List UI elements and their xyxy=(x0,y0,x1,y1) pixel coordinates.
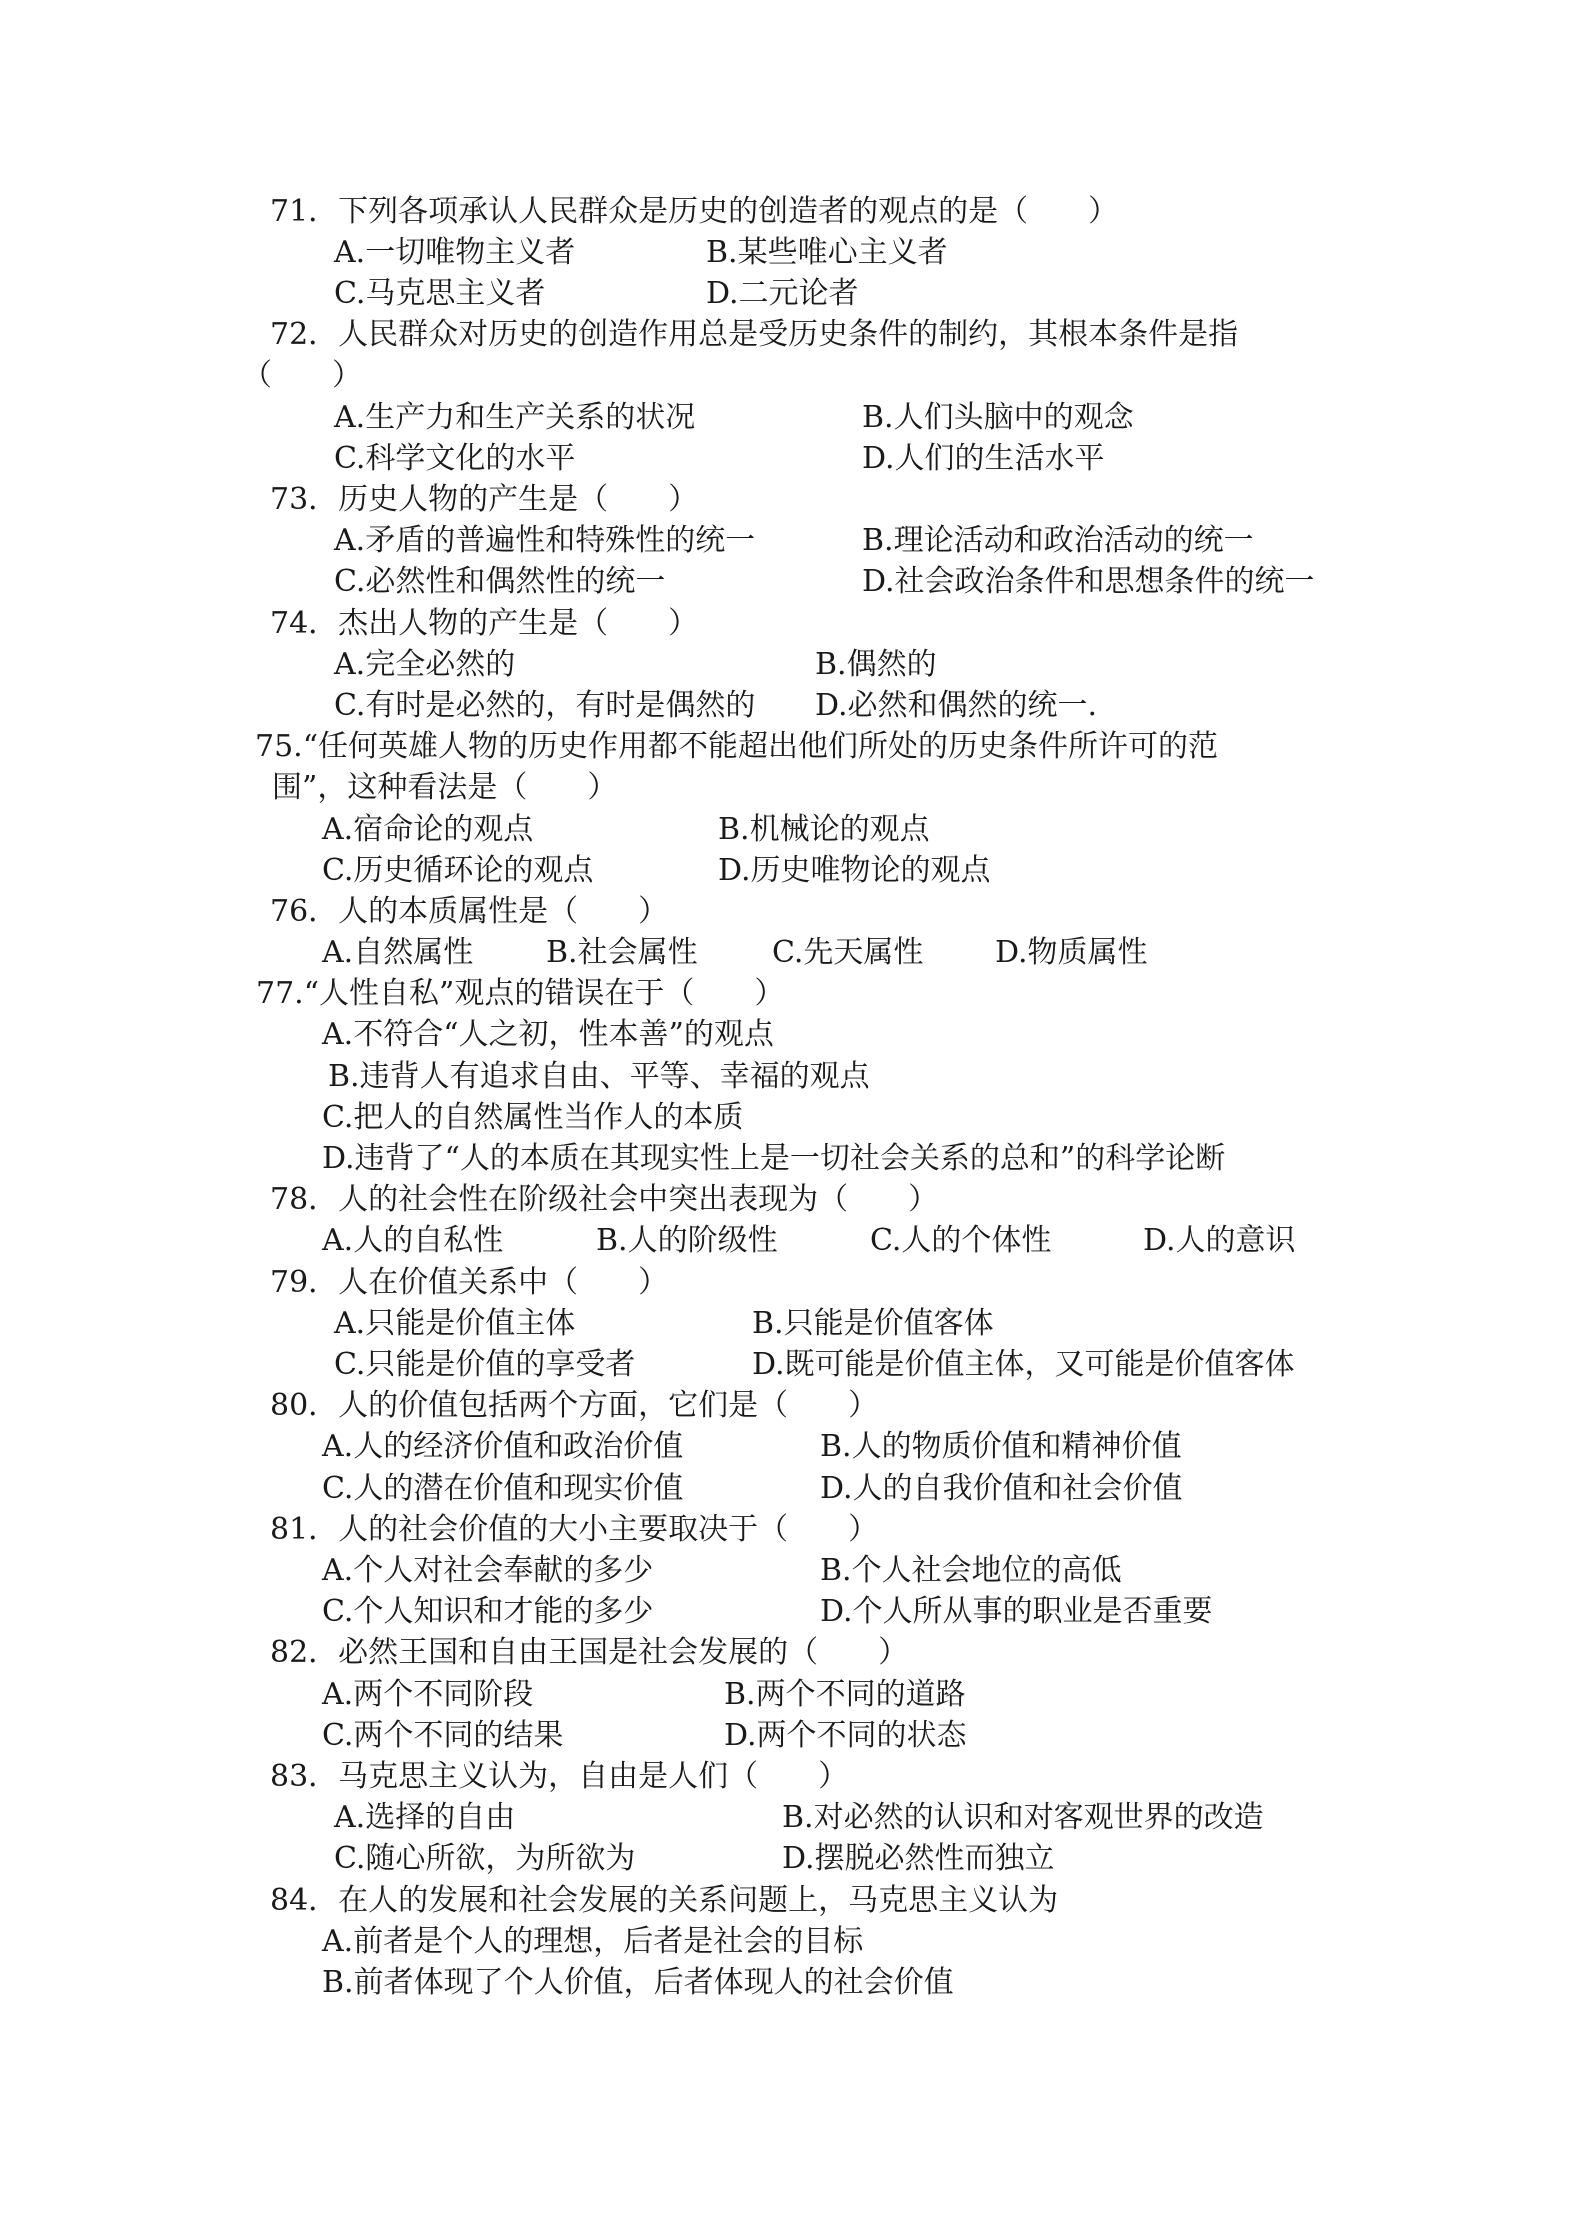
question-75-stem-continued: 围”，这种看法是（ ） xyxy=(272,770,618,805)
question-75-option-a: A.宿命论的观点 xyxy=(322,812,534,847)
question-82-option-a: A.两个不同阶段 xyxy=(322,1677,534,1712)
question-71-option-b: B.某些唯心主义者 xyxy=(706,235,948,270)
question-80-stem: 80．人的价值包括两个方面，它们是（ ） xyxy=(270,1388,879,1423)
question-83-option-d: D.摆脱必然性而独立 xyxy=(782,1841,1055,1876)
question-74-option-d: D.必然和偶然的统一. xyxy=(815,688,1098,723)
question-71-stem: 71．下列各项承认人民群众是历史的创造者的观点的是（ ） xyxy=(270,194,1119,229)
question-74-option-c: C.有时是必然的，有时是偶然的 xyxy=(334,688,756,723)
question-76-option-a: A.自然属性 xyxy=(322,935,474,970)
question-79-option-c: C.只能是价值的享受者 xyxy=(334,1347,636,1382)
question-79-option-d: D.既可能是价值主体，又可能是价值客体 xyxy=(752,1347,1295,1382)
question-74-option-b: B.偶然的 xyxy=(815,647,937,682)
question-82-option-d: D.两个不同的状态 xyxy=(724,1718,967,1753)
question-76-option-d: D.物质属性 xyxy=(995,935,1148,970)
question-83-option-b: B.对必然的认识和对客观世界的改造 xyxy=(782,1800,1264,1835)
question-77-stem: 77.“人性自私”观点的错误在于（ ） xyxy=(256,976,785,1011)
question-80-option-c: C.人的潜在价值和现实价值 xyxy=(322,1471,684,1506)
question-73-option-a: A.矛盾的普遍性和特殊性的统一 xyxy=(334,523,756,558)
question-78-option-d: D.人的意识 xyxy=(1143,1223,1296,1258)
question-84-stem: 84．在人的发展和社会发展的关系问题上，马克思主义认为 xyxy=(270,1883,1059,1918)
question-76-stem: 76．人的本质属性是（ ） xyxy=(270,894,669,929)
question-81-option-b: B.个人社会地位的高低 xyxy=(820,1553,1122,1588)
question-73-stem: 73．历史人物的产生是（ ） xyxy=(270,482,699,517)
question-78-option-b: B.人的阶级性 xyxy=(596,1223,778,1258)
question-84-option-b: B.前者体现了个人价值，后者体现人的社会价值 xyxy=(322,1965,954,2000)
question-81-option-c: C.个人知识和才能的多少 xyxy=(322,1594,654,1629)
question-79-option-b: B.只能是价值客体 xyxy=(752,1306,994,1341)
question-81-stem: 81．人的社会价值的大小主要取决于（ ） xyxy=(270,1512,879,1547)
question-75-option-c: C.历史循环论的观点 xyxy=(322,853,594,888)
question-79-option-a: A.只能是价值主体 xyxy=(334,1306,576,1341)
question-77-option-d: D.违背了“人的本质在其现实性上是一切社会关系的总和”的科学论断 xyxy=(322,1141,1226,1176)
question-83-stem: 83．马克思主义认为，自由是人们（ ） xyxy=(270,1759,849,1794)
question-73-option-c: C.必然性和偶然性的统一 xyxy=(334,564,666,599)
question-72-option-b: B.人们头脑中的观念 xyxy=(862,400,1134,435)
question-82-option-b: B.两个不同的道路 xyxy=(724,1677,966,1712)
question-78-stem: 78．人的社会性在阶级社会中突出表现为（ ） xyxy=(270,1182,939,1217)
question-71-option-a: A.一切唯物主义者 xyxy=(334,235,576,270)
question-76-option-c: C.先天属性 xyxy=(772,935,924,970)
question-79-stem: 79．人在价值关系中（ ） xyxy=(270,1265,669,1300)
question-72-stem: 72．人民群众对历史的创造作用总是受历史条件的制约，其根本条件是指 xyxy=(270,317,1239,352)
question-80-option-d: D.人的自我价值和社会价值 xyxy=(820,1471,1183,1506)
question-72-stem-continued: （ ） xyxy=(242,358,362,393)
question-82-option-c: C.两个不同的结果 xyxy=(322,1718,564,1753)
question-80-option-b: B.人的物质价值和精神价值 xyxy=(820,1429,1182,1464)
question-73-option-b: B.理论活动和政治活动的统一 xyxy=(862,523,1254,558)
question-72-option-d: D.人们的生活水平 xyxy=(862,441,1105,476)
question-77-option-b: B.违背人有追求自由、平等、幸福的观点 xyxy=(328,1059,870,1094)
question-78-option-a: A.人的自私性 xyxy=(322,1223,504,1258)
question-72-option-a: A.生产力和生产关系的状况 xyxy=(334,400,696,435)
question-72-option-c: C.科学文化的水平 xyxy=(334,441,576,476)
question-81-option-a: A.个人对社会奉献的多少 xyxy=(322,1553,654,1588)
question-83-option-c: C.随心所欲，为所欲为 xyxy=(334,1841,636,1876)
question-73-option-d: D.社会政治条件和思想条件的统一 xyxy=(862,564,1315,599)
question-74-stem: 74．杰出人物的产生是（ ） xyxy=(270,606,699,641)
question-75-stem: 75.“任何英雄人物的历史作用都不能超出他们所处的历史条件所许可的范 xyxy=(255,729,1219,764)
question-75-option-b: B.机械论的观点 xyxy=(718,812,930,847)
question-82-stem: 82．必然王国和自由王国是社会发展的（ ） xyxy=(270,1635,909,1670)
question-74-option-a: A.完全必然的 xyxy=(334,647,516,682)
question-76-option-b: B.社会属性 xyxy=(546,935,698,970)
question-71-option-c: C.马克思主义者 xyxy=(334,276,546,311)
question-71-option-d: D.二元论者 xyxy=(706,276,859,311)
question-83-option-a: A.选择的自由 xyxy=(334,1800,516,1835)
question-78-option-c: C.人的个体性 xyxy=(870,1223,1052,1258)
question-80-option-a: A.人的经济价值和政治价值 xyxy=(322,1429,684,1464)
question-84-option-a: A.前者是个人的理想，后者是社会的目标 xyxy=(322,1924,864,1959)
question-77-option-a: A.不符合“人之初，性本善”的观点 xyxy=(322,1017,774,1052)
question-75-option-d: D.历史唯物论的观点 xyxy=(718,853,991,888)
question-81-option-d: D.个人所从事的职业是否重要 xyxy=(820,1594,1213,1629)
question-77-option-c: C.把人的自然属性当作人的本质 xyxy=(322,1100,744,1135)
